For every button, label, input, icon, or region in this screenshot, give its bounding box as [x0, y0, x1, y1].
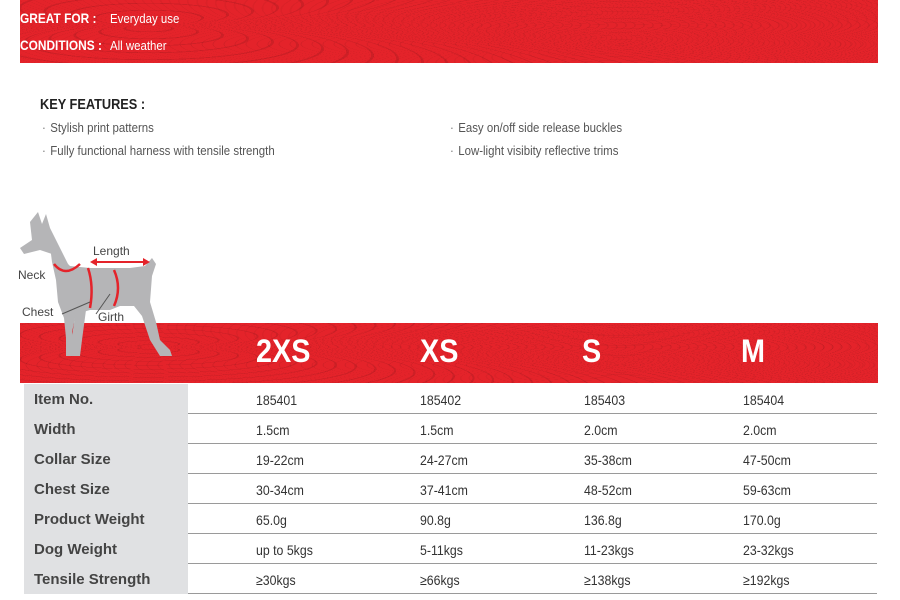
table-cell: 2.0cm: [584, 422, 618, 438]
row-label: Collar Size: [24, 444, 188, 474]
table-cell: 90.8g: [420, 512, 451, 528]
chest-label: Chest: [22, 305, 54, 319]
row-divider: [188, 413, 877, 414]
bullet-icon: ·: [450, 143, 454, 158]
bullet-icon: ·: [42, 120, 46, 135]
length-arrow-icon: [90, 258, 150, 266]
great-for-label: GREAT FOR :: [20, 10, 97, 26]
row-label: Item No.: [24, 384, 188, 414]
table-cell: 48-52cm: [584, 482, 632, 498]
row-divider: [188, 503, 877, 504]
table-cell: 185401: [256, 392, 298, 408]
table-cell: 185403: [584, 392, 626, 408]
great-for-value: Everyday use: [110, 11, 180, 26]
table-cell: 19-22cm: [256, 452, 304, 468]
feature-text: Low-light visibity reflective trims: [458, 143, 619, 158]
row-divider: [188, 563, 877, 564]
table-cell: ≥192kgs: [743, 572, 790, 588]
length-label: Length: [93, 244, 130, 258]
feature-text: Fully functional harness with tensile strength: [50, 143, 275, 158]
row-label: Chest Size: [24, 474, 188, 504]
size-heading-m: M: [741, 333, 765, 369]
great-for-row: [20, 10, 189, 26]
table-cell: 185404: [743, 392, 785, 408]
table-cell: 47-50cm: [743, 452, 791, 468]
feature-item: [450, 120, 622, 135]
table-cell: 65.0g: [256, 512, 287, 528]
conditions-row: [20, 37, 174, 53]
table-cell: 136.8g: [584, 512, 622, 528]
table-cell: 11-23kgs: [584, 542, 634, 558]
row-divider: [188, 533, 877, 534]
table-cell: 1.5cm: [420, 422, 454, 438]
conditions-value: All weather: [110, 38, 167, 53]
feature-item: [42, 120, 154, 135]
row-label: Width: [24, 414, 188, 444]
feature-text: Easy on/off side release buckles: [458, 120, 623, 135]
dog-silhouette-icon: [20, 212, 172, 356]
feature-item: [42, 143, 275, 158]
row-divider: [188, 593, 877, 594]
table-cell: 170.0g: [743, 512, 781, 528]
table-cell: ≥66kgs: [420, 572, 460, 588]
key-features-title: KEY FEATURES :: [40, 96, 146, 113]
table-cell: 2.0cm: [743, 422, 777, 438]
bullet-icon: ·: [450, 120, 454, 135]
table-cell: 1.5cm: [256, 422, 290, 438]
table-cell: 24-27cm: [420, 452, 468, 468]
row-divider: [188, 473, 877, 474]
neck-label: Neck: [18, 268, 46, 282]
table-cell: 59-63cm: [743, 482, 791, 498]
bullet-icon: ·: [42, 143, 46, 158]
table-cell: 37-41cm: [420, 482, 468, 498]
row-label: Tensile Strength: [24, 564, 188, 594]
girth-label: Girth: [98, 310, 125, 324]
table-cell: up to 5kgs: [256, 542, 313, 558]
table-cell: 23-32kgs: [743, 542, 794, 558]
table-cell: 185402: [420, 392, 462, 408]
row-divider: [188, 443, 877, 444]
size-heading-s: S: [582, 333, 602, 369]
size-heading-2xs: 2XS: [256, 333, 311, 369]
table-cell: ≥30kgs: [256, 572, 296, 588]
table-cell: 30-34cm: [256, 482, 304, 498]
row-label: Product Weight: [24, 504, 188, 534]
feature-text: Stylish print patterns: [50, 120, 154, 135]
size-heading-xs: XS: [420, 333, 459, 369]
table-cell: 5-11kgs: [420, 542, 463, 558]
dog-measurement-diagram: [10, 210, 180, 370]
table-cell: ≥138kgs: [584, 572, 631, 588]
feature-item: [450, 143, 618, 158]
conditions-label: CONDITIONS :: [20, 37, 102, 53]
table-cell: 35-38cm: [584, 452, 632, 468]
row-label: Dog Weight: [24, 534, 188, 564]
